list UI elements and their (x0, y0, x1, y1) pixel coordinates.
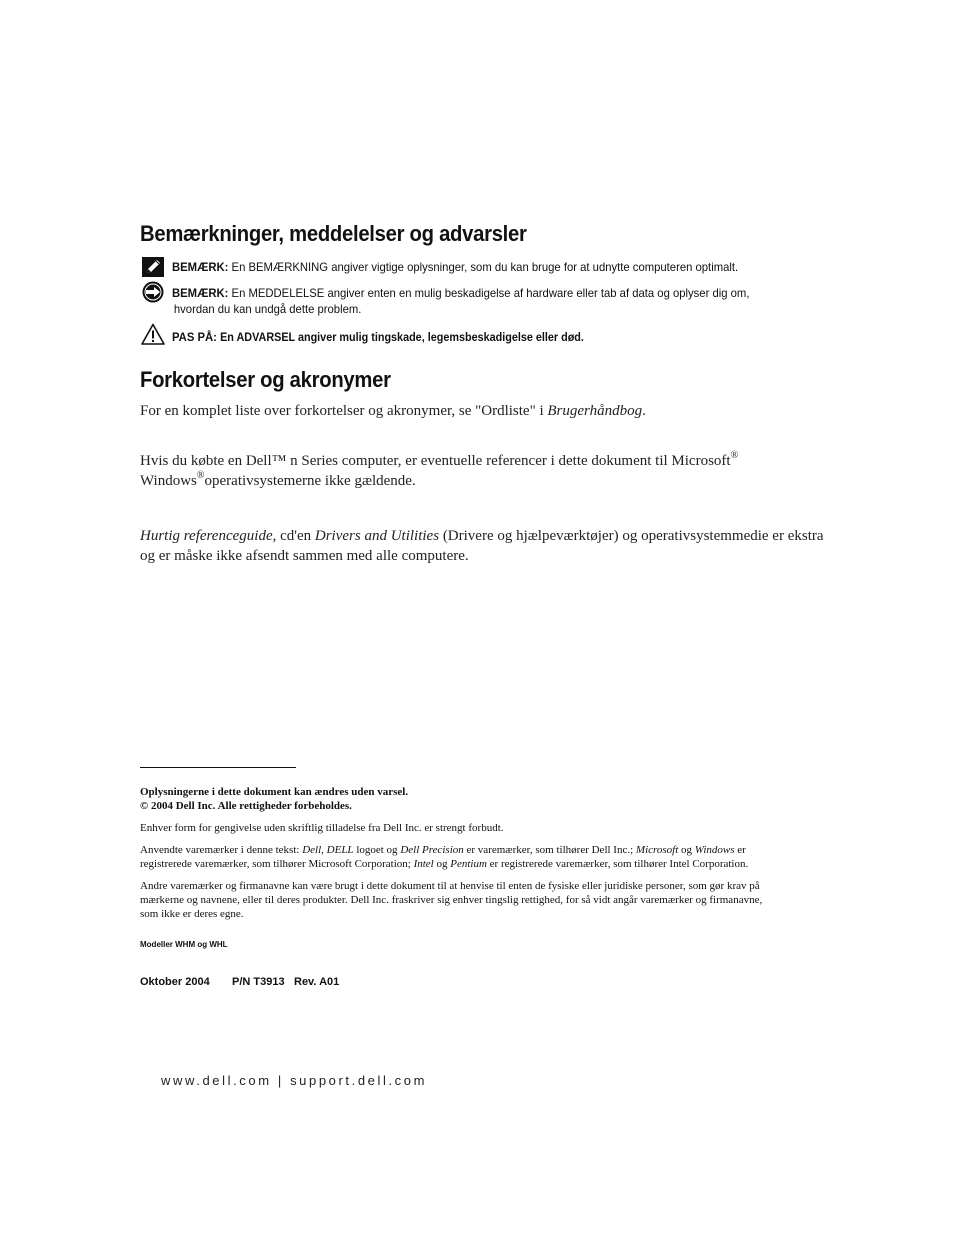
change-notice: Oplysningerne i dette dokument kan ændres uden varsel. (140, 786, 409, 798)
publication-date: Oktober 2004 (140, 976, 210, 988)
p3-t2: (Drivere og hjælpeværktøjer) og operativsystemmedie er ekstra (439, 528, 824, 544)
p2-line1: Hvis du købte en Dell™ n Series computer, er eventuelle referencer i dette dokument til Microsoft (140, 453, 731, 469)
footer-divider (140, 767, 296, 768)
tm-intel: Intel (413, 858, 434, 870)
caution-text (172, 329, 610, 346)
tm-line2: registrerede varemærker, som tilhører Microsoft Corporation; (140, 858, 414, 870)
warning-triangle-icon (141, 323, 165, 350)
tm-microsoft: Microsoft (635, 844, 679, 856)
caution-label: PAS PÅ: (172, 330, 217, 344)
model-numbers: Modeller WHM og WHL (140, 940, 228, 949)
drivers-utilities-title: Drivers and Utilities (314, 528, 440, 544)
note-label: BEMÆRK: (172, 260, 229, 274)
tm-b: logoet og (353, 844, 401, 856)
p2-windows: Windows (140, 473, 197, 489)
notice-body-line2: hvordan du kan undgå dette problem. (173, 302, 362, 316)
tm-precision: Dell Precision (400, 844, 464, 856)
registered-mark: ® (196, 470, 205, 481)
notice-text (172, 285, 786, 317)
p3-t1: , cd'en (272, 528, 315, 544)
tm-dell-caps: DELL (326, 844, 354, 856)
reproduction-notice: Enhver form for gengivelse uden skriftlig tilladelse fra Dell Inc. er strengt forbudt. (140, 822, 504, 834)
abbreviations-paragraph (140, 401, 646, 421)
tm-a: Anvendte varemærker i denne tekst: (140, 844, 303, 856)
revision: Rev. A01 (294, 976, 340, 988)
tm-windows: Windows (694, 844, 735, 856)
p3-line2: og er måske ikke afsendt sammen med alle computere. (140, 548, 469, 564)
other-line3: som ikke er deres egne. (140, 908, 244, 920)
notice-circle-icon (141, 281, 165, 308)
tm-dell: Dell (302, 844, 322, 856)
p2-line2: operativsystemerne ikke gældende. (204, 473, 416, 489)
registered-mark: ® (730, 450, 739, 461)
tm-d: og (678, 844, 695, 856)
notice-body-line1: En MEDDELELSE angiver enten en mulig beskadigelse af hardware eller tab af data og oplyser dig om, (231, 286, 750, 300)
p1-text: For en komplet liste over forkortelser og akronymer, se "Ordliste" i (140, 403, 548, 419)
trademark-notice (140, 843, 748, 871)
other-trademarks-notice (140, 879, 762, 921)
section-heading-notes: Bemærkninger, meddelelser og advarsler (140, 221, 527, 246)
pencil-note-icon (141, 256, 165, 283)
tm-pentium: Pentium (450, 858, 487, 870)
tm-c: er varemærker, som tilhører Dell Inc.; (463, 844, 636, 856)
other-line1: Andre varemærker og firmanavne kan være brugt i dette dokument til at henvise til enten de fysiske eller juridiske personer, som gør krav på (140, 880, 760, 892)
caution-body: En ADVARSEL angiver mulig tingskade, legemsbeskadigelse eller død. (220, 332, 584, 344)
other-line2: mærkerne og navnene, eller til deres produkter. Dell Inc. fraskriver sig enhver tingslig rettighed, for så vidt angår varemærker og firmanavne, (140, 894, 763, 906)
notice-label: BEMÆRK: (172, 286, 229, 300)
note-text (172, 259, 774, 275)
tm-e: er (734, 844, 746, 856)
media-paragraph (140, 526, 824, 566)
copyright: © 2004 Dell Inc. Alle rettigheder forbeholdes. (140, 800, 352, 812)
footer-url: www.dell.com | support.dell.com (161, 1073, 428, 1088)
legal-notice (140, 785, 408, 813)
user-guide-title: Brugerhåndbog (547, 403, 643, 419)
n-series-paragraph (140, 451, 738, 491)
part-number: P/N T3913 (232, 976, 285, 988)
section-heading-abbreviations: Forkortelser og akronymer (140, 367, 391, 392)
tm-f: og (433, 858, 451, 870)
tm-g: er registrerede varemærker, som tilhører Intel Corporation. (486, 858, 749, 870)
note-body: En BEMÆRKNING angiver vigtige oplysninger, som du kan bruge for at udnytte computeren optimalt. (231, 260, 739, 274)
tm-sep: , (321, 844, 327, 856)
p1-end: . (642, 403, 646, 419)
quick-reference-guide-title: Hurtig referenceguide (140, 528, 273, 544)
